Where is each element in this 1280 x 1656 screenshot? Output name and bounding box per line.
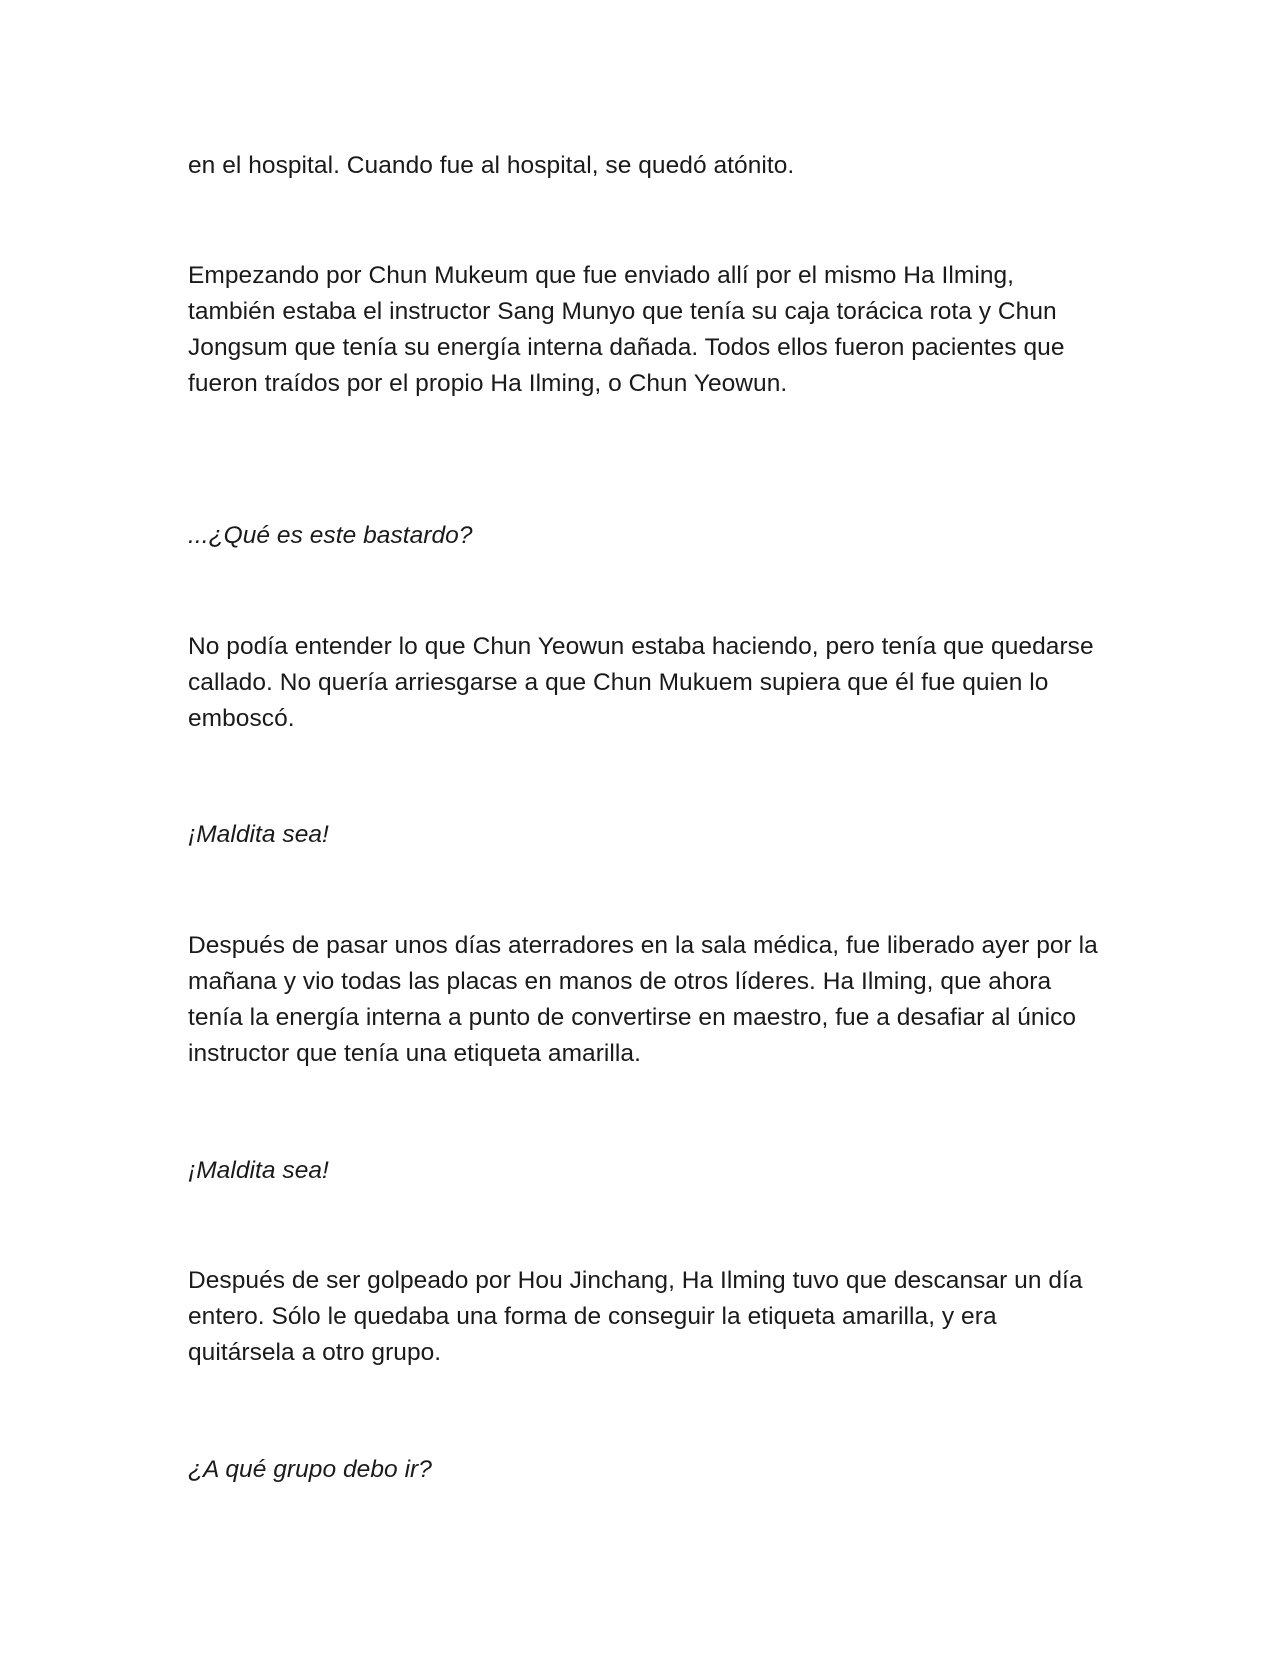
paragraph-1: en el hospital. Cuando fue al hospital, se quedó atónito. [188,152,795,179]
paragraph-7-italic: ¡Maldita sea! [188,1157,329,1184]
paragraph-3-italic: ...¿Qué es este bastardo? [188,522,473,549]
paragraph-9-italic: ¿A qué grupo debo ir? [188,1456,432,1483]
paragraph-4: No podía entender lo que Chun Yeowun estaba haciendo, pero tenía que quedarse callado. No quería arriesgarse a que Chun Mukuem supiera que él fue quien lo emboscó. [188,633,1094,732]
paragraph-6: Después de pasar unos días aterradores en la sala médica, fue liberado ayer por la mañana y vio todas las placas en manos de otros líderes. Ha Ilming, que ahora tenía la energía interna a punto de convertirse en maestro, fue a desafiar al único instructor que tenía una etiqueta amarilla. [188,932,1098,1067]
paragraph-5-italic: ¡Maldita sea! [188,821,329,848]
paragraph-2: Empezando por Chun Mukeum que fue enviado allí por el mismo Ha Ilming, también estaba el instructor Sang Munyo que tenía su caja torácica rota y Chun Jongsum que tenía su energía interna dañada. Todos ellos fueron pacientes que fueron traídos por el propio Ha Ilming, o Chun Yeowun. [188,262,1065,397]
paragraph-8: Después de ser golpeado por Hou Jinchang, Ha Ilming tuvo que descansar un día entero. Sólo le quedaba una forma de conseguir la etiqueta amarilla, y era quitársela a otro grupo. [188,1267,1083,1366]
